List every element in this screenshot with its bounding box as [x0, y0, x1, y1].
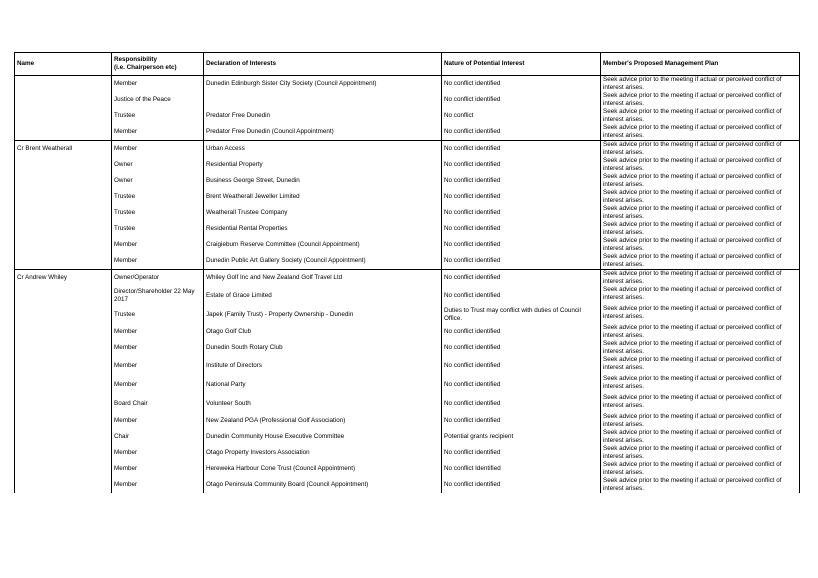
- table-row: [15, 413, 800, 429]
- cell-name: [15, 375, 112, 394]
- cell-plan: Seek advice prior to the meeting if actual or perceived conflict of interest arises.: [601, 157, 800, 173]
- cell-responsibility: Member: [112, 141, 204, 158]
- cell-declaration: Predator Free Dunedin (Council Appointment): [204, 124, 442, 141]
- cell-nature: No conflict identified: [442, 340, 601, 356]
- cell-declaration: Weatherall Trustee Company: [204, 205, 442, 221]
- cell-name: [15, 305, 112, 324]
- table-row: [15, 305, 800, 324]
- cell-plan: Seek advice prior to the meeting if actual or perceived conflict of interest arises.: [601, 124, 800, 141]
- cell-declaration: Dunedin Edinburgh Sister City Society (Council Appointment): [204, 76, 442, 93]
- cell-responsibility: Member: [112, 237, 204, 253]
- cell-responsibility: Member: [112, 253, 204, 270]
- cell-declaration: Urban Access: [204, 141, 442, 158]
- cell-nature: Potential grants recipient: [442, 429, 601, 445]
- cell-declaration: Estate of Grace Limited: [204, 286, 442, 305]
- header-plan: Member's Proposed Management Plan: [601, 53, 800, 76]
- cell-responsibility: Trustee: [112, 205, 204, 221]
- cell-plan: Seek advice prior to the meeting if actual or perceived conflict of interest arises.: [601, 324, 800, 340]
- cell-responsibility: Member: [112, 461, 204, 477]
- cell-name: [15, 445, 112, 461]
- cell-nature: No conflict identified: [442, 205, 601, 221]
- cell-responsibility: Board Chair: [112, 394, 204, 413]
- table-row: [15, 356, 800, 375]
- cell-nature: No conflict identified: [442, 253, 601, 270]
- table-row: [15, 76, 800, 93]
- table-row: [15, 189, 800, 205]
- cell-declaration: National Party: [204, 375, 442, 394]
- cell-name: Cr Brent Weatherall: [15, 141, 112, 158]
- table-body: [15, 76, 800, 494]
- cell-nature: No conflict identified: [442, 124, 601, 141]
- cell-responsibility: Member: [112, 375, 204, 394]
- cell-nature: No conflict identified: [442, 413, 601, 429]
- cell-declaration: Otago Golf Club: [204, 324, 442, 340]
- cell-responsibility: Trustee: [112, 108, 204, 124]
- cell-declaration: Institute of Directors: [204, 356, 442, 375]
- cell-plan: Seek advice prior to the meeting if actual or perceived conflict of interest arises.: [601, 92, 800, 108]
- cell-declaration: Volunteer South: [204, 394, 442, 413]
- cell-name: [15, 237, 112, 253]
- cell-nature: Duties to Trust may conflict with duties of Council Office.: [442, 305, 601, 324]
- cell-name: [15, 413, 112, 429]
- cell-responsibility: Member: [112, 324, 204, 340]
- cell-plan: Seek advice prior to the meeting if actual or perceived conflict of interest arises.: [601, 477, 800, 493]
- cell-plan: Seek advice prior to the meeting if actual or perceived conflict of interest arises.: [601, 205, 800, 221]
- cell-declaration: New Zealand PGA (Professional Golf Association): [204, 413, 442, 429]
- cell-plan: Seek advice prior to the meeting if actual or perceived conflict of interest arises.: [601, 108, 800, 124]
- cell-responsibility: Trustee: [112, 221, 204, 237]
- cell-responsibility: Member: [112, 413, 204, 429]
- header-row: [15, 53, 800, 76]
- cell-name: [15, 429, 112, 445]
- cell-name: [15, 92, 112, 108]
- cell-declaration: Craigieburn Reserve Committee (Council Appointment): [204, 237, 442, 253]
- cell-declaration: Business George Street, Dunedin: [204, 173, 442, 189]
- header-responsibility: [112, 53, 204, 76]
- cell-responsibility: Chair: [112, 429, 204, 445]
- cell-name: [15, 108, 112, 124]
- table-row: [15, 375, 800, 394]
- cell-declaration: Whiley Golf Inc and New Zealand Golf Travel Ltd: [204, 270, 442, 287]
- cell-plan: Seek advice prior to the meeting if actual or perceived conflict of interest arises.: [601, 237, 800, 253]
- cell-responsibility: Trustee: [112, 189, 204, 205]
- table-row: [15, 445, 800, 461]
- table-row: [15, 286, 800, 305]
- cell-name: [15, 189, 112, 205]
- cell-nature: No conflict identified: [442, 445, 601, 461]
- cell-plan: Seek advice prior to the meeting if actual or perceived conflict of interest arises.: [601, 394, 800, 413]
- cell-plan: Seek advice prior to the meeting if actual or perceived conflict of interest arises.: [601, 340, 800, 356]
- cell-nature: No conflict identified: [442, 157, 601, 173]
- cell-declaration: Hereweka Harbour Cone Trust (Council Appointment): [204, 461, 442, 477]
- cell-nature: No conflict: [442, 108, 601, 124]
- header-declaration: Declaration of Interests: [204, 53, 442, 76]
- cell-declaration: Otago Property Investors Association: [204, 445, 442, 461]
- table-row: [15, 340, 800, 356]
- cell-declaration: [204, 92, 442, 108]
- table-row: [15, 92, 800, 108]
- cell-name: [15, 253, 112, 270]
- cell-plan: Seek advice prior to the meeting if actual or perceived conflict of interest arises.: [601, 189, 800, 205]
- cell-name: [15, 477, 112, 493]
- cell-responsibility: Member: [112, 340, 204, 356]
- cell-declaration: Residential Property: [204, 157, 442, 173]
- cell-responsibility: Member: [112, 477, 204, 493]
- cell-responsibility: Member: [112, 76, 204, 93]
- cell-declaration: Otago Peninsula Community Board (Council Appointment): [204, 477, 442, 493]
- cell-responsibility: Director/Shareholder 22 May 2017: [112, 286, 204, 305]
- table-row: [15, 253, 800, 270]
- cell-responsibility: Justice of the Peace: [112, 92, 204, 108]
- cell-declaration: Residential Rental Properties: [204, 221, 442, 237]
- cell-nature: No conflict identified: [442, 237, 601, 253]
- cell-responsibility: Member: [112, 445, 204, 461]
- cell-name: [15, 286, 112, 305]
- header-nature: Nature of Potential Interest: [442, 53, 601, 76]
- cell-nature: No conflict identified: [442, 375, 601, 394]
- table-row: [15, 141, 800, 158]
- cell-declaration: Predator Free Dunedin: [204, 108, 442, 124]
- cell-responsibility: Trustee: [112, 305, 204, 324]
- header-responsibility-line1: Responsibility: [114, 56, 158, 63]
- cell-nature: No conflict identified: [442, 286, 601, 305]
- cell-declaration: Dunedin South Rotary Club: [204, 340, 442, 356]
- cell-responsibility: Owner/Operator: [112, 270, 204, 287]
- cell-plan: Seek advice prior to the meeting if actual or perceived conflict of interest arises.: [601, 413, 800, 429]
- cell-name: Cr Andrew Whiley: [15, 270, 112, 287]
- table-row: [15, 173, 800, 189]
- cell-declaration: Dunedin Public Art Gallery Society (Council Appointment): [204, 253, 442, 270]
- interests-register-table: [14, 52, 800, 493]
- header-responsibility-line2: (i.e. Chairperson etc): [114, 64, 177, 71]
- cell-nature: No conflict identified: [442, 394, 601, 413]
- cell-plan: Seek advice prior to the meeting if actual or perceived conflict of interest arises.: [601, 221, 800, 237]
- cell-declaration: Brent Weatherall Jeweller Limited: [204, 189, 442, 205]
- table-row: [15, 108, 800, 124]
- cell-plan: Seek advice prior to the meeting if actual or perceived conflict of interest arises.: [601, 253, 800, 270]
- cell-plan: Seek advice prior to the meeting if actual or perceived conflict of interest arises.: [601, 356, 800, 375]
- table-row: [15, 124, 800, 141]
- cell-name: [15, 221, 112, 237]
- cell-nature: No conflict identified: [442, 324, 601, 340]
- cell-nature: No conflict identified: [442, 270, 601, 287]
- cell-name: [15, 356, 112, 375]
- cell-nature: No conflict identified: [442, 477, 601, 493]
- cell-nature: No conflict Identified: [442, 461, 601, 477]
- cell-declaration: Dunedin Community House Executive Committee: [204, 429, 442, 445]
- cell-nature: No conflict identified: [442, 189, 601, 205]
- table-row: [15, 324, 800, 340]
- cell-nature: No conflict identified: [442, 76, 601, 93]
- cell-responsibility: Owner: [112, 173, 204, 189]
- cell-plan: Seek advice prior to the meeting if actual or perceived conflict of interest arises.: [601, 76, 800, 93]
- cell-name: [15, 173, 112, 189]
- cell-declaration: Japek (Family Trust) - Property Ownership - Dunedin: [204, 305, 442, 324]
- cell-plan: Seek advice prior to the meeting if actual or perceived conflict of interest arises.: [601, 461, 800, 477]
- cell-name: [15, 340, 112, 356]
- cell-name: [15, 124, 112, 141]
- cell-nature: No conflict identified: [442, 92, 601, 108]
- header-name: Name: [15, 53, 112, 76]
- cell-plan: Seek advice prior to the meeting if actual or perceived conflict of interest arises.: [601, 445, 800, 461]
- cell-plan: Seek advice prior to the meeting if actual or perceived conflict of interest arises.: [601, 286, 800, 305]
- cell-plan: Seek advice prior to the meeting if actual or perceived conflict of interest arises.: [601, 270, 800, 287]
- cell-responsibility: Member: [112, 356, 204, 375]
- cell-responsibility: Member: [112, 124, 204, 141]
- cell-nature: No conflict identified: [442, 221, 601, 237]
- table-row: [15, 221, 800, 237]
- cell-nature: No conflict identified: [442, 141, 601, 158]
- cell-name: [15, 157, 112, 173]
- table-row: [15, 429, 800, 445]
- table-row: [15, 270, 800, 287]
- cell-name: [15, 76, 112, 93]
- cell-plan: Seek advice prior to the meeting if actual or perceived conflict of interest arises.: [601, 141, 800, 158]
- cell-name: [15, 324, 112, 340]
- cell-responsibility: Owner: [112, 157, 204, 173]
- table-row: [15, 237, 800, 253]
- cell-name: [15, 461, 112, 477]
- table-row: [15, 461, 800, 477]
- table-row: [15, 477, 800, 493]
- table-row: [15, 157, 800, 173]
- cell-name: [15, 205, 112, 221]
- cell-plan: Seek advice prior to the meeting if actual or perceived conflict of interest arises.: [601, 375, 800, 394]
- cell-nature: No conflict identified: [442, 356, 601, 375]
- cell-nature: No conflict identified: [442, 173, 601, 189]
- cell-plan: Seek advice prior to the meeting if actual or perceived conflict of interest arises.: [601, 429, 800, 445]
- cell-name: [15, 394, 112, 413]
- cell-plan: Seek advice prior to the meeting if actual or perceived conflict of interest arises.: [601, 173, 800, 189]
- table-row: [15, 394, 800, 413]
- cell-plan: Seek advice prior to the meeting if actual or perceived conflict of interest arises.: [601, 305, 800, 324]
- table-row: [15, 205, 800, 221]
